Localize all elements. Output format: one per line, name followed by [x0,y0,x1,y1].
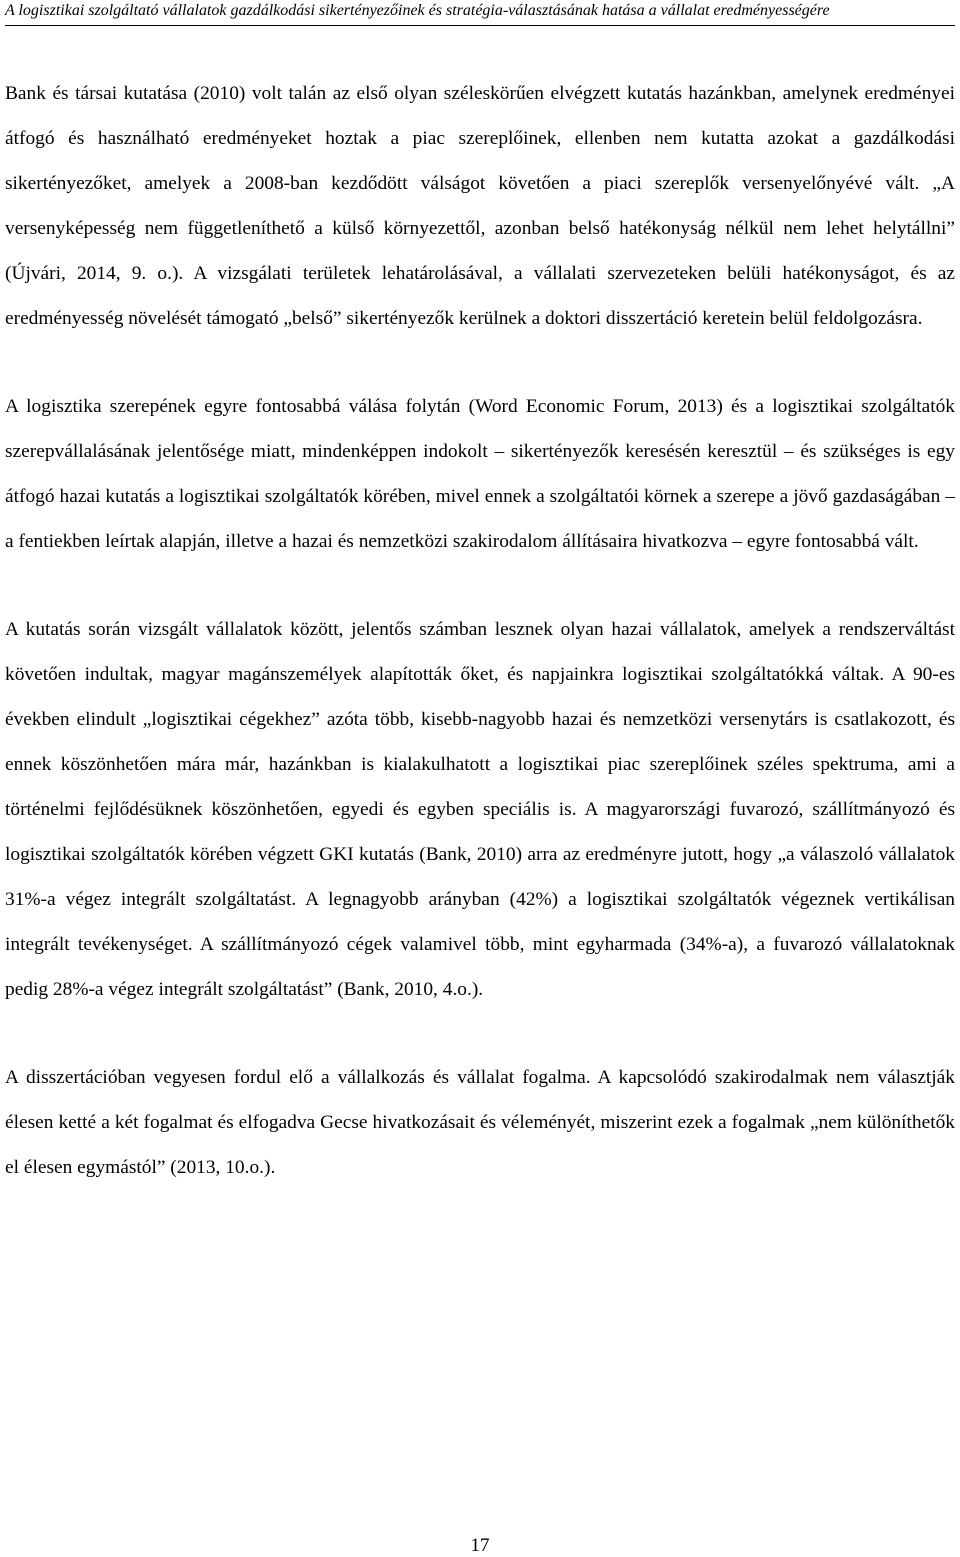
paragraph-4: A disszertációban vegyesen fordul elő a vállalkozás és vállalat fogalma. A kapcsolódó szakirodalmak nem választják élesen ketté a két fogalmat és elfogadva Gecse hivatkozásait és véleményét, miszerint ezek a fogalmak „nem különíthetők el élesen egymástól” (2013, 10.o.). [5,1067,955,1178]
running-header: A logisztikai szolgáltató vállalatok gazdálkodási sikertényezőinek és stratégia-választásának hatása a vállalat eredményességére [5,0,955,26]
paragraph-3: A kutatás során vizsgált vállalatok között, jelentős számban lesznek olyan hazai vállalatok, amelyek a rendszerváltást követően indultak, magyar magánszemélyek alapították őket, és napjainkra logisztikai szolgáltatókká váltak. A 90-es években elindult „logisztikai cégekhez” azóta több, kisebb-nagyobb hazai és nemzetközi versenytárs is csatlakozott, és ennek köszönhetően mára már, hazánkban is kialakulhatott a logisztikai piac szereplőinek széles spektruma, ami a történelmi fejlődésüknek köszönhetően, egyedi és egyben speciális is. A magyarországi fuvarozó, szállítmányozó és logisztikai szolgáltatók körében végzett GKI kutatás (Bank, 2010) arra az eredményre jutott, hogy „a válaszoló vállalatok 31%-a végez integrált szolgáltatást. A legnagyobb arányban (42%) a logisztikai szolgáltatók végeznek vertikálisan integrált tevékenységet. A szállítmányozó cégek valamivel több, mint egyharmada (34%-a), a fuvarozó vállalatoknak pedig 28%-a végez integrált szolgáltatást” (Bank, 2010, 4.o.). [5,619,955,1000]
paragraph-2: A logisztika szerepének egyre fontosabbá válása folytán (Word Economic Forum, 2013) és a logisztikai szolgáltatók szerepvállalásának jelentősége miatt, mindenképpen indokolt – sikertényezők keresésén keresztül – és szükséges is egy átfogó hazai kutatás a logisztikai szolgáltatók körében, mivel ennek a szolgáltatói körnek a szerepe a jövő gazdaságában – a fentiekben leírtak alapján, illetve a hazai és nemzetközi szakirodalom állításaira hivatkozva – egyre fontosabbá vált. [5,396,955,552]
body-text [5,71,955,1190]
paragraph-1: Bank és társai kutatása (2010) volt talán az első olyan széleskörűen elvégzett kutatás hazánkban, amelynek eredményei átfogó és használható eredményeket hoztak a piac szereplőinek, ellenben nem kutatta azokat a gazdálkodási sikertényezőket, amelyek a 2008-ban kezdődött válságot követően a piaci szereplők versenyelőnyévé vált. „A versenyképesség nem függetleníthető a külső környezettől, azonban belső hatékonyság nélkül nem lehet helytállni” (Újvári, 2014, 9. o.). A vizsgálati területek lehatárolásával, a vállalati szervezeteken belüli hatékonyságot, és az eredményesség növelését támogató „belső” sikertényezők kerülnek a doktori disszertáció keretein belül feldolgozásra. [5,83,955,329]
page-number: 17 [470,1535,490,1556]
